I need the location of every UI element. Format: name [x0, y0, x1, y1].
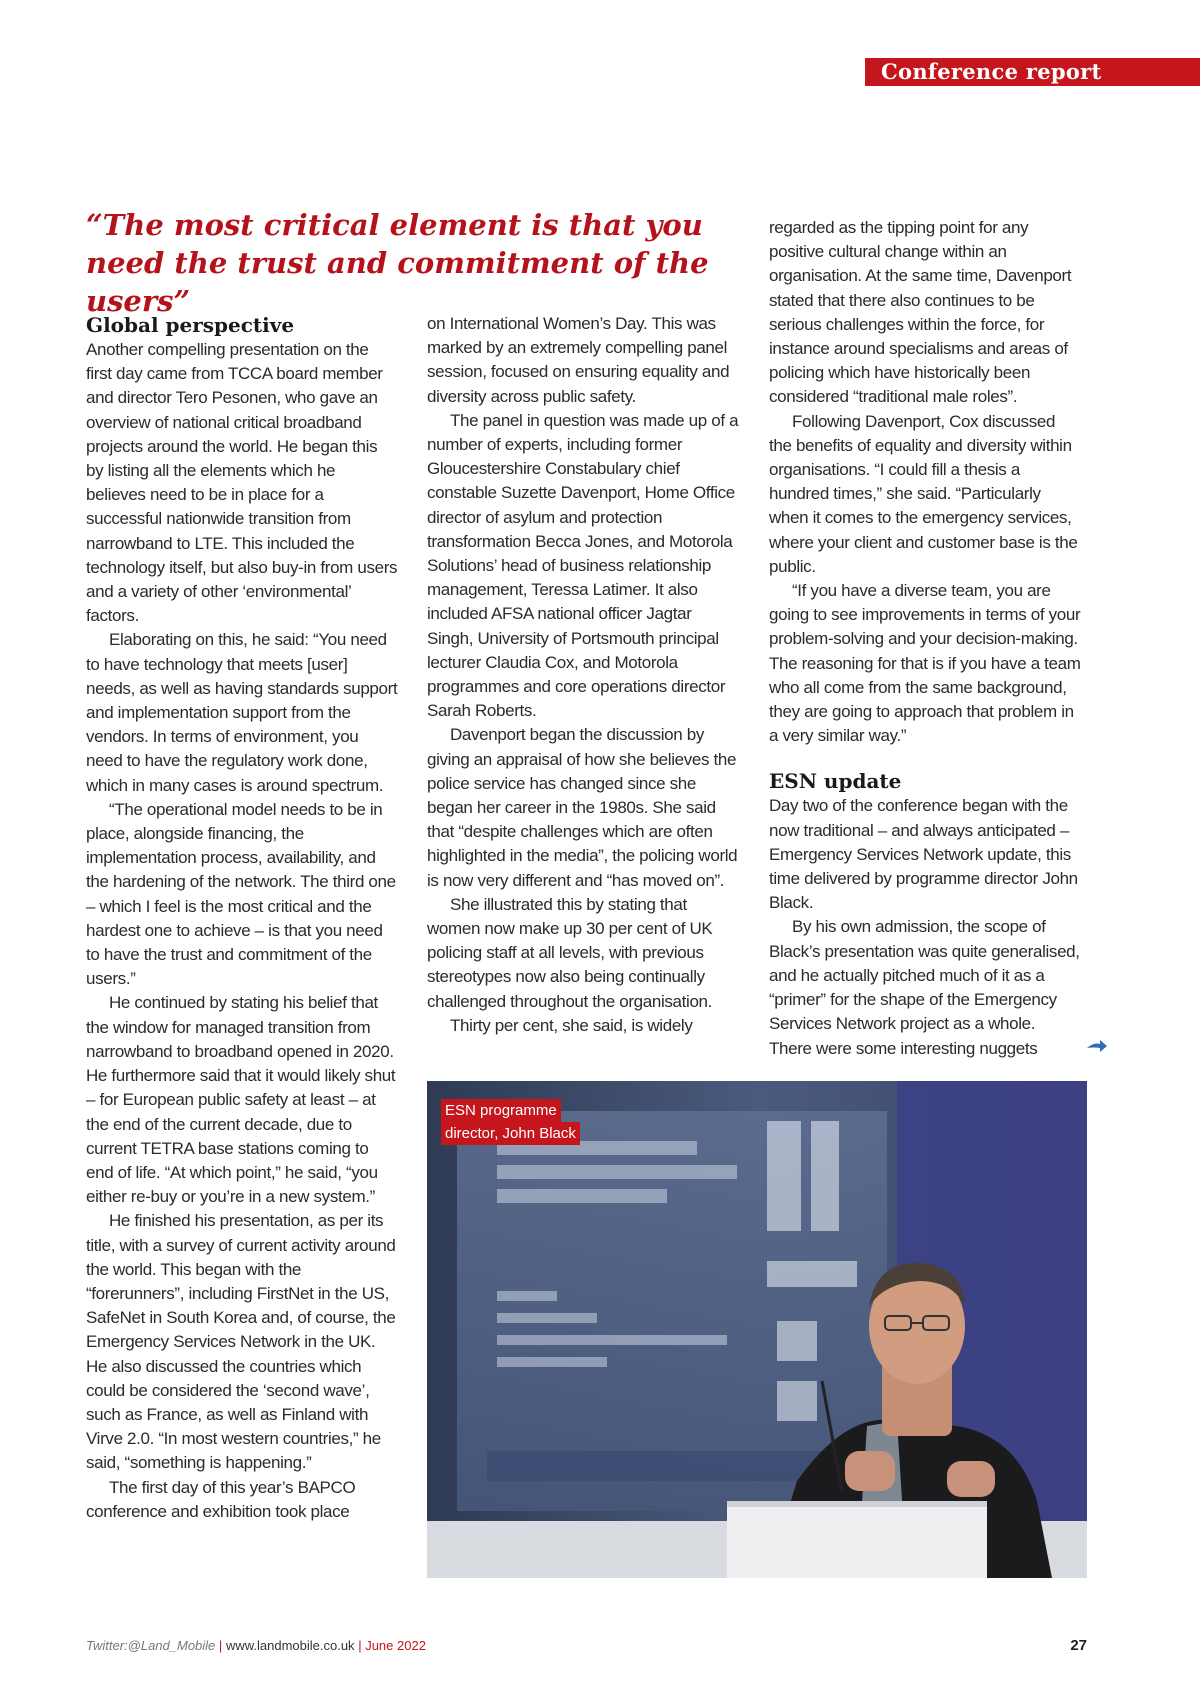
paragraph: on International Women’s Day. This was marked by an extremely compelling panel session, focused on ensuring equality and diversity across public safety.	[427, 314, 730, 406]
page-footer	[86, 1634, 1087, 1658]
article-column-1	[86, 312, 398, 1524]
footer-twitter: Twitter:@Land_Mobile	[86, 1638, 216, 1653]
speaker-photo	[427, 1081, 1087, 1578]
photo-illustration	[427, 1081, 1087, 1578]
section-label: Conference report	[865, 58, 1200, 86]
paragraph: Following Davenport, Cox discussed the benefits of equality and diversity within organisations. “I could fill a thesis a hundred times,” she said. “Particularly when it comes to the emergency services, where your client and customer base is the public.	[769, 411, 1078, 576]
section-heading-esn-update: ESN update	[769, 769, 902, 794]
paragraph: Davenport began the discussion by giving an appraisal of how she believes the police service has changed since she began her career in the 1980s. She said that “despite challenges which are often highlighted in the media”, the policing world is now very different and “has moved on”.	[427, 725, 738, 890]
paragraph: She illustrated this by stating that women now make up 30 per cent of UK policing staff at all levels, with previous stereotypes now also being continually challenged throughout the organisation.	[427, 894, 713, 1011]
article-column-2	[427, 312, 739, 1038]
page-number: 27	[1070, 1637, 1087, 1654]
paragraph: Thirty per cent, she said, is widely	[450, 1015, 693, 1035]
paragraph: The first day of this year’s BAPCO conference and exhibition took place	[86, 1477, 356, 1521]
caption-line: ESN programme	[441, 1099, 561, 1122]
paragraph: Another compelling presentation on the first day came from TCCA board member and director Tero Pesonen, who gave an overview of national critical broadband projects around the world. He began this by listing all the elements which he believes need to be in place for a successful nationwide transition from narrowband to LTE. This included the technology itself, but also buy-in from users and a variety of other ‘environmental’ factors.	[86, 340, 398, 626]
photo-caption	[441, 1099, 580, 1145]
footer-separator: |	[358, 1638, 362, 1653]
paragraph: He finished his presentation, as per its title, with a survey of current activity around the world. This began with the “forerunners”, including FirstNet in the US, SafeNet in South Korea and, of course, the Emergency Services Network in the UK. He also discussed the countries which could be considered the ‘second wave’, such as France, as well as Finland with Virve 2.0. “In most western countries,” he said, “something is happening.”	[86, 1211, 396, 1473]
paragraph: regarded as the tipping point for any positive cultural change within an organisation. At the same time, Davenport stated that there also continues to be serious challenges within the force, for instance around specialisms and areas of policing which have historically been considered “traditional male roles”.	[769, 218, 1072, 407]
paragraph: He continued by stating his belief that the window for managed transition from narrowband to broadband opened in 2020. He furthermore said that it would likely shut – for European public safety at least – at the end of the current decade, due to current TETRA base stations coming to end of life. “At which point,” he said, “you either re-buy or you’re in a new system.”	[86, 993, 396, 1207]
paragraph: “If you have a diverse team, you are going to see improvements in terms of your problem-solving and your decision-making. The reasoning for that is if you have a team who all come from the same background, they are going to approach that problem in a very similar way.”	[769, 581, 1081, 746]
section-heading-global-perspective: Global perspective	[86, 313, 295, 337]
pull-quote: “The most critical element is that you need the trust and commitment of the users”	[86, 208, 709, 318]
footer-separator: |	[218, 1638, 223, 1653]
article-column-3	[769, 216, 1081, 1061]
paragraph: “The operational model needs to be in place, alongside financing, the implementation process, availability, and the hardening of the network. The third one – which I feel is the most critical and the hardest one to achieve – is that you need to have the trust and commitment of the users.”	[86, 799, 396, 989]
footer-date: June 2022	[365, 1638, 426, 1653]
paragraph: Elaborating on this, he said: “You need to have technology that meets [user] needs, as well as having standards support and implementation support from the vendors. In terms of environment, you need to have the regulatory work done, which in many cases is around spectrum.	[86, 630, 398, 795]
footer-website-link[interactable]: www.landmobile.co.uk	[225, 1638, 355, 1653]
paragraph: The panel in question was made up of a number of experts, including former Gloucestershire Constabulary chief constable Suzette Davenport, Home Office director of asylum and protection transformation Becca Jones, and Motorola Solutions’ head of business relationship management, Teressa Latimer. It also included AFSA national officer Jagtar Singh, University of Portsmouth principal lecturer Claudia Cox, and Motorola programmes and core operations director Sarah Roberts.	[427, 410, 739, 721]
continue-arrow-icon	[1086, 1039, 1108, 1053]
paragraph: Day two of the conference began with the now traditional – and always anticipated – Emergency Services Network update, this time delivered by programme director John Black.	[769, 796, 1078, 913]
caption-line: director, John Black	[441, 1122, 580, 1145]
paragraph: By his own admission, the scope of Black’s presentation was quite generalised, and he actually pitched much of it as a “primer” for the shape of the Emergency Services Network project as a whole. There were some interesting nuggets	[769, 917, 1080, 1058]
